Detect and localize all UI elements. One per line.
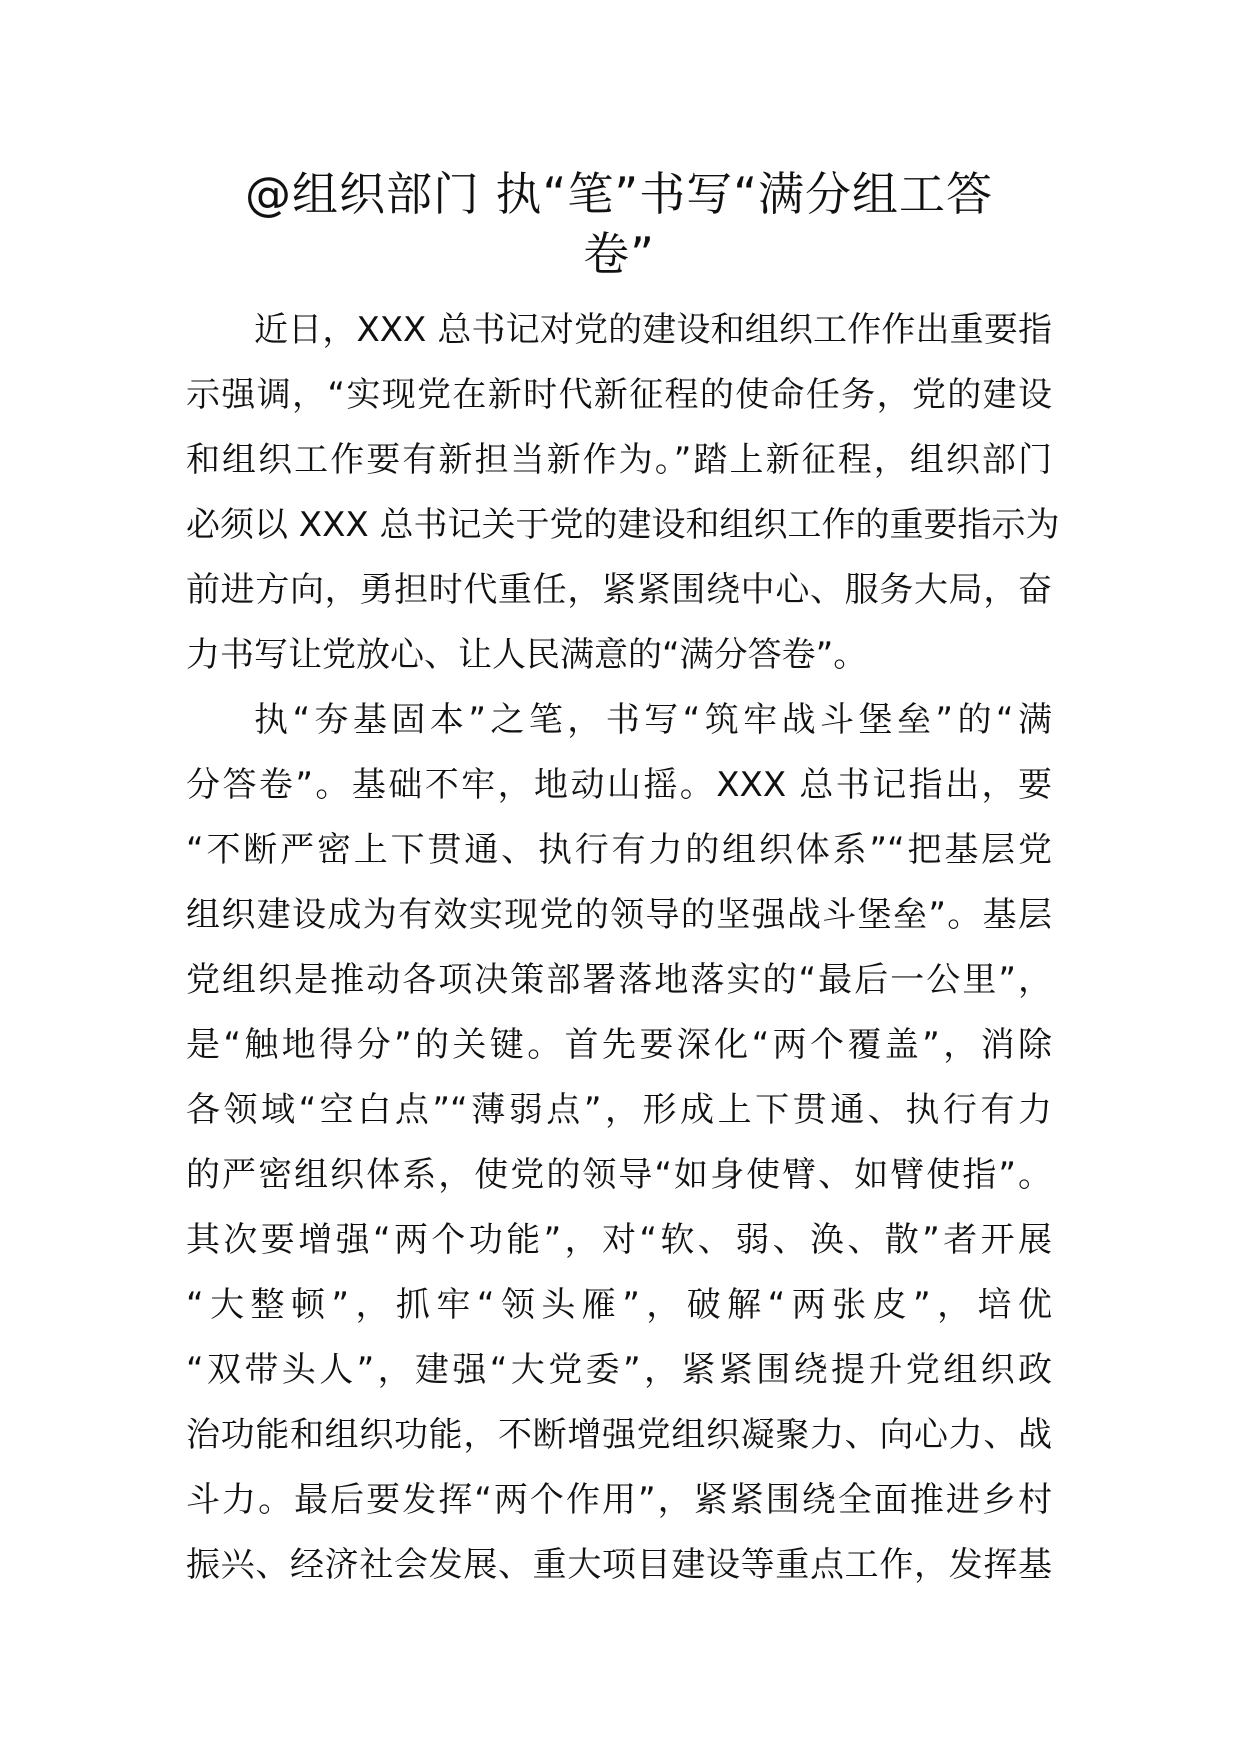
paragraph-1 xyxy=(186,298,1060,688)
text-line: 分答卷”。基础不牢，地动山摇。XXX 总书记指出，要 xyxy=(186,765,1052,805)
text-line: 振兴、经济社会发展、重大项目建设等重点工作，发挥基 xyxy=(186,1545,1052,1585)
text-line: “大整顿”，抓牢“领头雁”，破解“两张皮”，培优 xyxy=(186,1285,1052,1325)
text-line: 近日，XXX 总书记对党的建设和组织工作作出重要指 xyxy=(254,310,1052,350)
title-line: 卷” xyxy=(583,227,655,281)
text-line: 其次要增强“两个功能”，对“软、弱、涣、散”者开展 xyxy=(186,1220,1052,1260)
text-line: 前进方向，勇担时代重任，紧紧围绕中心、服务大局，奋 xyxy=(186,570,1052,610)
page-title xyxy=(186,164,1052,284)
text-line: 是“触地得分”的关键。首先要深化“两个覆盖”，消除 xyxy=(186,1025,1052,1065)
text-line: 示强调，“实现党在新时代新征程的使命任务，党的建设 xyxy=(186,375,1052,415)
title-line: @组织部门 执“笔”书写“满分组工答 xyxy=(244,167,994,221)
paragraph-2 xyxy=(186,688,1052,1598)
text-line: 治功能和组织功能，不断增强党组织凝聚力、向心力、战 xyxy=(186,1415,1052,1455)
text-line: 斗力。最后要发挥“两个作用”，紧紧围绕全面推进乡村 xyxy=(186,1480,1052,1520)
text-line: “双带头人”，建强“大党委”，紧紧围绕提升党组织政 xyxy=(186,1350,1052,1390)
body-text xyxy=(186,298,1060,1598)
text-line: 必须以 XXX 总书记关于党的建设和组织工作的重要指示为 xyxy=(186,505,1060,545)
text-line: 力书写让党放心、让人民满意的“满分答卷”。 xyxy=(186,635,868,675)
text-line: 党组织是推动各项决策部署落地落实的“最后一公里”， xyxy=(186,960,1052,1000)
text-line: 的严密组织体系，使党的领导“如身使臂、如臂使指”。 xyxy=(186,1155,1052,1195)
text-line: “不断严密上下贯通、执行有力的组织体系”“把基层党 xyxy=(186,830,1052,870)
text-line: 各领域“空白点”“薄弱点”，形成上下贯通、执行有力 xyxy=(186,1090,1052,1130)
text-line: 组织建设成为有效实现党的领导的坚强战斗堡垒”。基层 xyxy=(186,895,1052,935)
text-line: 和组织工作要有新担当新作为。”踏上新征程，组织部门 xyxy=(186,440,1052,480)
text-line: 执“夯基固本”之笔，书写“筑牢战斗堡垒”的“满 xyxy=(254,700,1052,740)
